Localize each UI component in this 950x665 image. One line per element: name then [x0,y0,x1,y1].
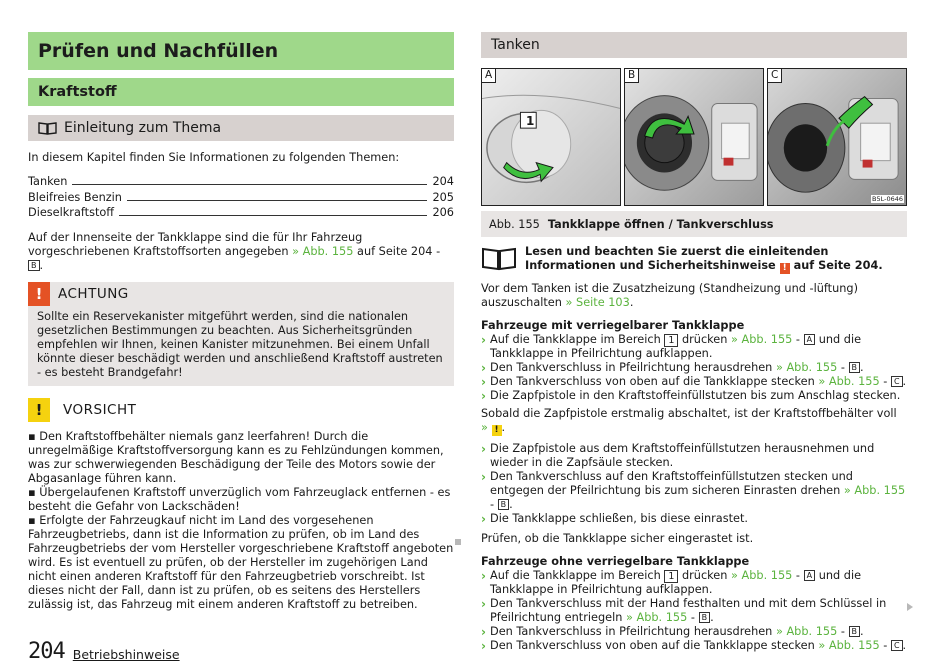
fuel-cap-unscrew-illustration [625,69,763,205]
intro-text: In diesem Kapitel finden Sie Informationen zu folgenden Themen: [28,151,400,164]
chevron-icon: › [481,361,486,375]
list-item: › Auf die Tankklappe im Bereich 1 drücken » Abb. 155 - A und die Tankklappe in Pfeilrichtung aufklappen. [481,333,862,360]
figure-link[interactable]: » Abb. 155 [731,333,793,346]
caution-item: ▪ Erfolgte der Fahrzeugkauf nicht im Land des vorgesehenen Fahrzeugbetriebs, dann ist die Information zu prüfen, ob im Land des Fahrzeugbetriebs der vom Hersteller vorgeschriebene Kraftstoff angeboten wird. Es ist eventuell zu prüfen, ob der Hersteller im zugehörigen Land nicht einen anderen Kraftstoff für den Fahrzeugbetrieb vorschreibt. Ist dieses nicht der Fall, dann ist zu prüfen, ob es seitens des Herstellers zulässig ist, das Fahrzeug mit einem anderen Kraftstoff zu betreiben. [28,513,454,611]
list-item: › Den Tankverschluss in Pfeilrichtung herausdrehen » Abb. 155 - B . [481,361,864,375]
caution-item: ▪ Übergelaufenen Kraftstoff unverzüglich vom Fahrzeuglack entfernen - es besteht die Gefahr von Lackschäden! [28,485,451,513]
chapter-title: Prüfen und Nachfüllen [28,32,454,70]
caution-body [28,430,454,612]
right-column [481,32,907,653]
figure-link[interactable]: » Abb. 155 [775,361,838,374]
warning-icon: ! [28,282,50,306]
list-item: › Die Tankklappe schließen, bis diese einrastet. [481,512,748,526]
toc-leader [72,184,427,185]
fuel-type-note: Auf der Innenseite der Tankklappe sind die für Ihr Fahrzeug vorgeschriebenen Kraftstoffsorten angegeben » Abb. 155 auf Seite 204 - B . [28,230,441,272]
chevron-icon: › [481,333,486,347]
figure-caption [481,211,907,237]
figure-link[interactable]: » Abb. 155 [818,375,880,388]
figure-part-label: B [28,260,40,271]
warning-title: ACHTUNG [58,285,129,302]
chevron-icon: › [481,389,486,403]
list-item: › Die Zapfpistole in den Kraftstoffeinfüllstutzen bis zum Anschlag stecken. [481,389,901,403]
continue-arrow-icon [907,603,913,611]
figure-155 [481,68,907,206]
page-footer [28,641,180,663]
steps-lockable [481,333,907,403]
chevron-icon: › [481,512,486,526]
left-column [28,32,454,612]
end-of-section-mark [455,539,461,545]
footer-section: Betriebshinweise [72,647,180,662]
figure-link[interactable]: » Abb. 155 [731,569,793,582]
panel-label: B [625,69,639,83]
chevron-icon: › [481,625,486,639]
page-number: 204 [28,639,65,664]
steps-non-lockable [481,569,907,653]
subheading-lockable: Fahrzeuge mit verriegelbarer Tankklappe [481,319,745,332]
caution-title: VORSICHT [63,401,137,418]
figure-panel-a [481,68,621,206]
figure-link[interactable]: » Abb. 155 [292,244,354,258]
figure-link[interactable]: » Abb. 155 [818,639,880,652]
figure-link[interactable]: » Abb. 155 [843,484,906,497]
toc-row[interactable] [28,191,454,207]
chevron-icon: › [481,639,486,653]
list-item: › Den Tankverschluss von oben auf die Tankklappe stecken » Abb. 155 - C . [481,375,907,389]
list-item: › Den Tankverschluss von oben auf die Tankklappe stecken » Abb. 155 - C . [481,639,907,653]
tank-full-note: Sobald die Zapfpistole erstmalig abschaltet, ist der Kraftstoffbehälter voll » ! . [481,407,897,435]
chevron-icon: › [481,375,486,389]
toc-page: 206 [432,206,454,219]
caption-title: Tankklappe öffnen / Tankverschluss [547,217,774,231]
warning-text: Sollte ein Reservekanister mitgeführt werden, sind die nationalen gesetzlichen Bestimmungen zu beachten. Aus Sicherheitsgründen empfehlen wir Ihnen, keinen Kanister mitzunehmen. Bei einem Unfall könnte dieser beschädigt werden und anschließend Kraftstoff austreten - es besteht Brandgefahr! [37,309,443,379]
caution-icon: ! [28,398,50,422]
toc-row[interactable] [28,175,454,191]
list-item: › Den Tankverschluss mit der Hand festhalten und mit dem Schlüssel in Pfeilrichtung entriegeln » Abb. 155 - B . [481,597,887,624]
toc-label: Tanken [28,175,68,188]
callout-number: 1 [526,114,535,128]
toc-label: Dieselkraftstoff [28,206,115,219]
fuel-flap-closed-illustration [482,69,620,205]
panel-label: C [768,69,782,83]
list-item: › Den Tankverschluss auf den Kraftstoffeinfüllstutzen stecken und entgegen der Pfeilrichtung bis zum sicheren Einrasten drehen » Abb. 155 - B . [481,470,906,511]
list-item: › Den Tankverschluss in Pfeilrichtung herausdrehen » Abb. 155 - B . [481,625,864,639]
open-book-icon [481,245,517,271]
chevron-icon: › [481,470,486,484]
toc-page: 205 [432,190,454,204]
toc-leader [127,200,427,201]
section-title: Kraftstoff [28,78,454,106]
warning-box [28,306,454,386]
list-item: › Die Zapfpistole aus dem Kraftstoffeinfüllstutzen herausnehmen und wieder in die Zapfsäule stecken. [481,442,875,469]
caution-icon: ! [492,425,502,436]
figure-panel-b [624,68,764,206]
figure-link[interactable]: » Abb. 155 [775,625,838,638]
chevron-icon: › [481,597,486,611]
caption-number: Abb. 155 [489,217,540,231]
tanken-header: Tanken [481,32,907,58]
toc-page: 204 [432,175,454,188]
caution-link[interactable]: » [481,421,488,434]
figure-link[interactable]: » Abb. 155 [625,611,688,624]
page-link[interactable]: » Seite 103 [565,296,630,309]
chevron-icon: › [481,569,486,583]
intro-header [28,115,454,141]
read-first-note: Lesen und beachten Sie zuerst die einleitenden Informationen und Sicherheitshinweise ! auf Seite 204. [481,245,907,274]
caution-item: ▪ Den Kraftstoffbehälter niemals ganz leerfahren! Durch die unregelmäßige Kraftstoffversorgung kann es zu Fehlzündungen kommen, was zur schwerwiegenden Beschädigung der Teile des Motors sowie der Abgasanlage führen kann. [28,429,444,485]
heating-note: Vor dem Tanken ist die Zusatzheizung (Standheizung und -lüftung) auszuschalten » Seite 103. [481,282,858,309]
steps-after-refuel [481,442,907,526]
chevron-icon: › [481,442,486,456]
warning-header [28,282,454,306]
book-icon [38,121,57,135]
warning-icon: ! [780,263,790,274]
panel-label: A [482,69,496,83]
subheading-non-lockable: Fahrzeuge ohne verriegelbare Tankklappe [481,555,750,568]
toc-leader [119,215,427,216]
intro-title: Einleitung zum Thema [64,120,222,136]
figure-panel-c [767,68,907,206]
list-item: › Auf die Tankklappe im Bereich 1 drücken » Abb. 155 - A und die Tankklappe in Pfeilrichtung aufklappen. [481,569,862,596]
figure-code: B5L-0646 [872,195,903,203]
table-of-contents [28,175,454,222]
toc-label: Bleifreies Benzin [28,190,122,204]
check-note: Prüfen, ob die Tankklappe sicher eingerastet ist. [481,532,754,545]
fuel-cap-stowed-illustration [768,69,906,205]
caution-header [28,398,454,422]
toc-row[interactable] [28,206,454,222]
